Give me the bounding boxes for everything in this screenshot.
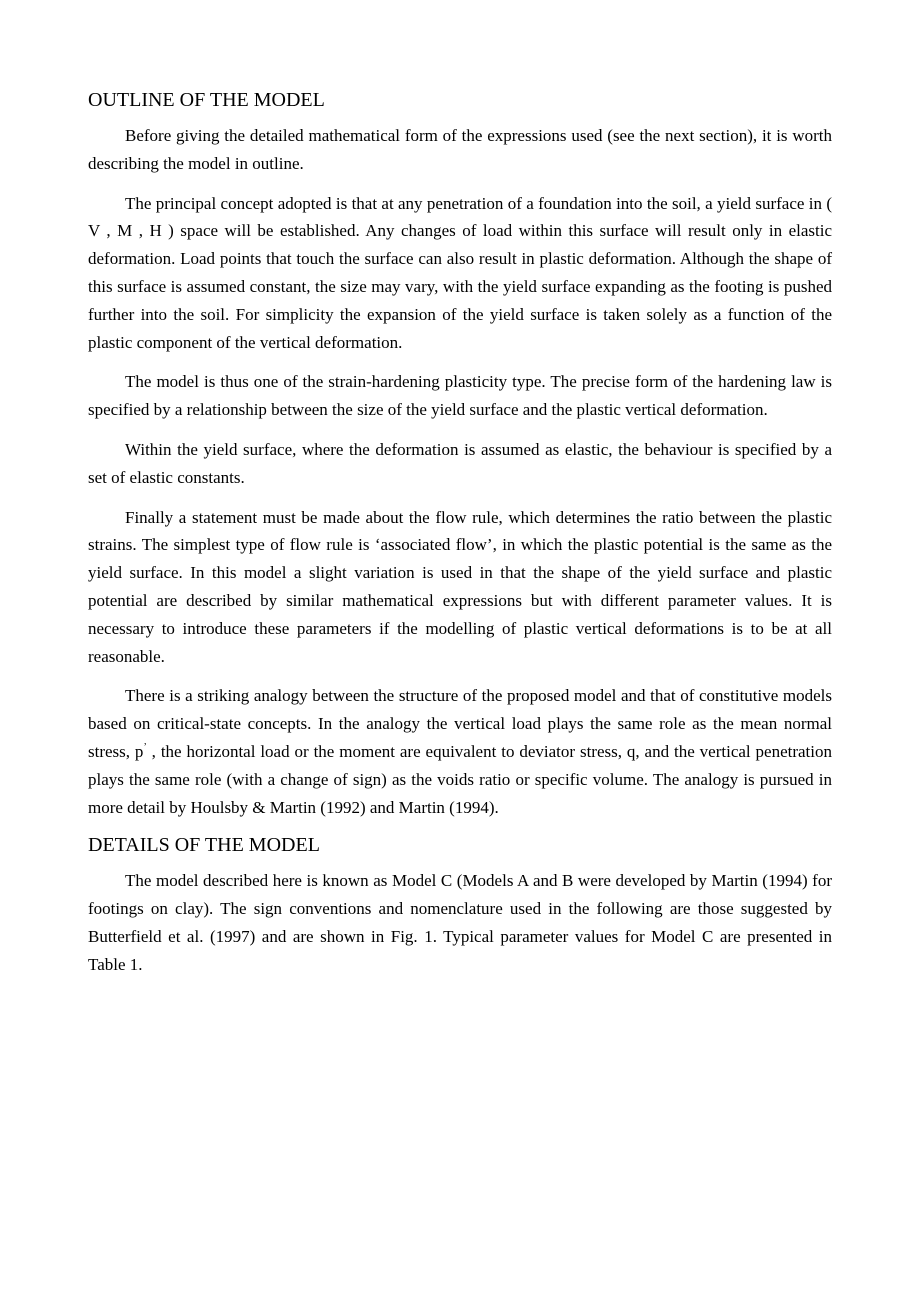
section-heading-outline: OUTLINE OF THE MODEL [88,89,325,111]
prime-superscript: ’ [143,741,147,753]
paragraph-analogy [88,682,832,821]
paragraph-elastic: Within the yield surface, where the deformation is assumed as elastic, the behaviour is specified by a set of elastic constants. [88,439,832,487]
analogy-text-end: , the horizontal load or the moment are equivalent to deviator stress, q, and the vertical penetration plays the same role (with a change of sign) as the voids ratio or specific volume. The analogy is pursued in more detail by Houlsby & Martin (1992) and Martin (1994). [88,741,832,817]
paragraph-yield-surface: The principal concept adopted is that at any penetration of a foundation into the soil, a yield surface in ( V , M , H ) space will be established. Any changes of load within this surface will result only in elastic deformation. Load points that touch the surface can also result in plastic deformation. Although the shape of this surface is assumed constant, the size may vary, with the yield surface expanding as the footing is pushed further into the soil. For simplicity the expansion of the yield surface is taken solely as a function of the plastic component of the vertical deformation. [88,193,832,352]
paragraph-hardening: The model is thus one of the strain-hardening plasticity type. The precise form of the hardening law is specified by a relationship between the size of the yield surface and the plastic vertical deformation. [88,372,832,420]
section-heading-details: DETAILS OF THE MODEL [88,834,320,857]
paragraph-model-c: The model described here is known as Model C (Models A and B were developed by Martin (1994) for footings on clay). The sign conventions and nomenclature used in the following are those suggested by Butterfield et al. (1997) and are shown in Fig. 1. Typical parameter values for Model C are presented in Table 1. [88,871,832,974]
paragraph-intro: Before giving the detailed mathematical form of the expressions used (see the next section), it is worth describing the model in outline. [88,126,832,173]
analogy-text-start: There is a striking analogy between the structure of the proposed model and that of constitutive models based on critical-state concepts. In the analogy the vertical load plays the same role as the mean normal stress, p [88,686,832,761]
paragraph-flow-rule: Finally a statement must be made about the flow rule, which determines the ratio between the plastic strains. The simplest type of flow rule is ‘associated flow’, in which the plastic potential is the same as the yield surface. In this model a slight variation is used in that the shape of the yield surface and plastic potential are described by similar mathematical expressions but with different parameter values. It is necessary to introduce these parameters if the modelling of plastic vertical deformations is to be at all reasonable. [88,507,832,666]
document-page [88,86,832,991]
